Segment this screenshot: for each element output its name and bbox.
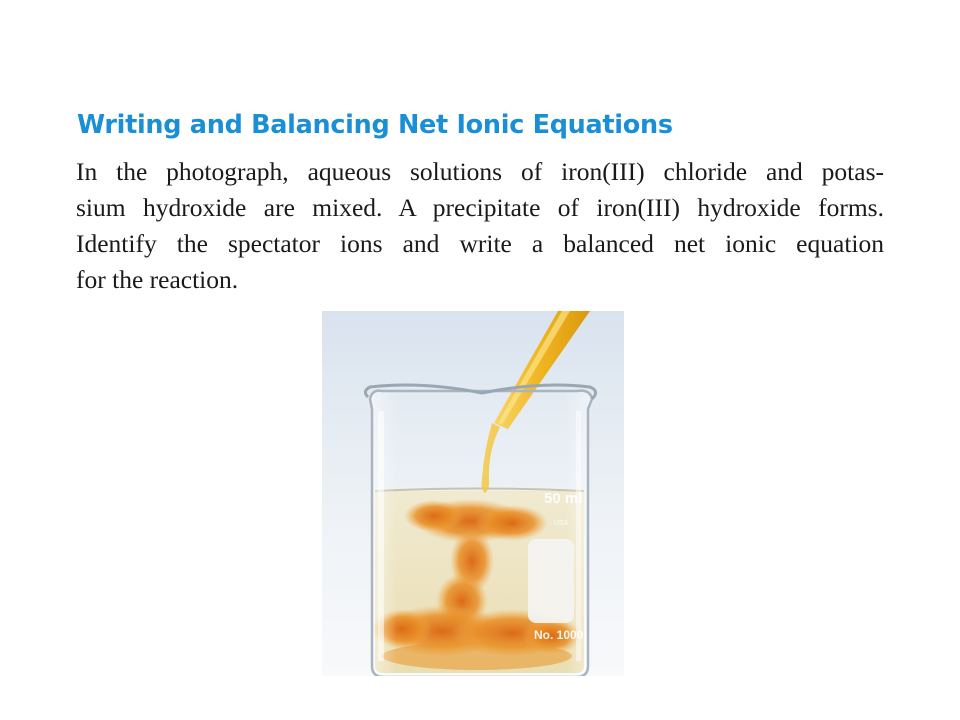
problem-text-line: sium hydroxide are mixed. A precipitate of iron(III) hydroxide forms.	[76, 193, 884, 222]
problem-text-line: In the photograph, aqueous solutions of iron(III) chloride and potas-	[76, 157, 884, 186]
beaker-volume-marking: 50 ml	[544, 490, 583, 507]
beaker-label-patch	[528, 539, 574, 623]
beaker-number-marking: No. 1000	[534, 628, 584, 642]
problem-text	[76, 154, 884, 298]
problem-text-line: Identify the spectator ions and write a balanced net ionic equation	[76, 229, 884, 258]
page-title: Writing and Balancing Net Ionic Equations	[77, 110, 673, 140]
beaker-maker-marking: USA	[554, 520, 569, 527]
beaker-photo	[322, 311, 624, 676]
problem-text-line: for the reaction.	[76, 265, 239, 294]
